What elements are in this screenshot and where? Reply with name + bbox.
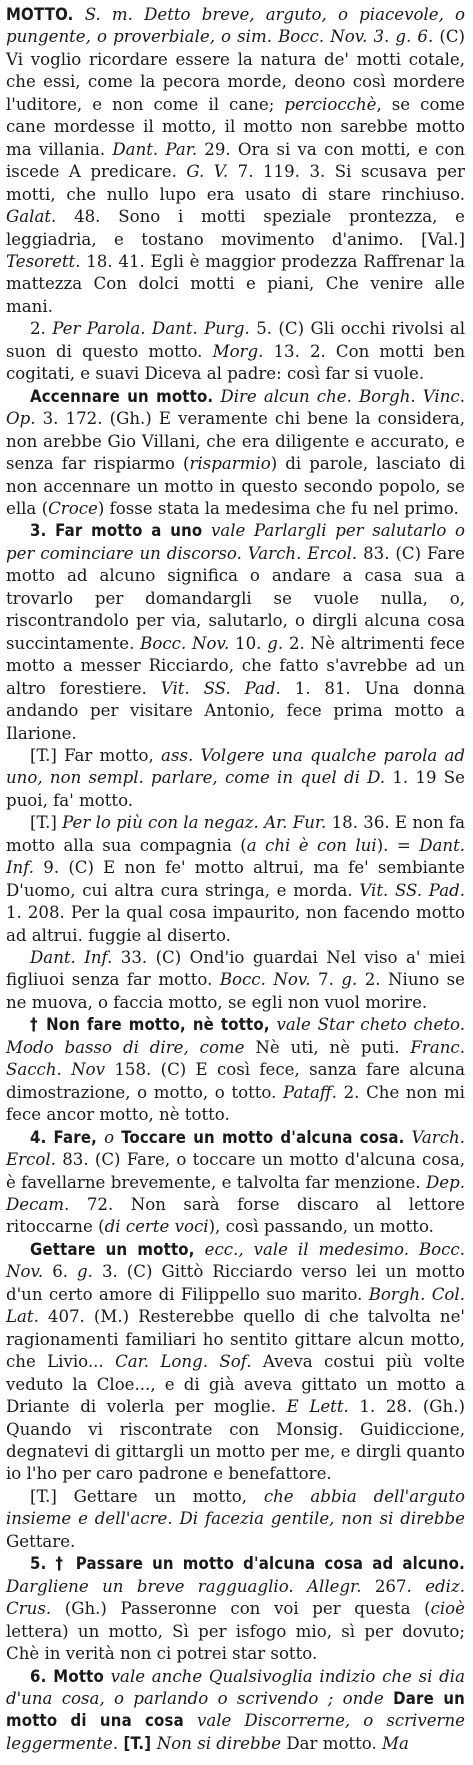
body-text: 407. (M.) Resterebbe quello di che talvolta ne' ragionamenti familiari ho sentito gittare alcun motto, che Livio...	[6, 1307, 465, 1372]
headword-text: Accennare un motto.	[30, 386, 214, 406]
italic-text: Dargliene un breve ragguaglio. Allegr.	[6, 1576, 362, 1596]
italic-text: Galat.	[6, 207, 57, 227]
body-text: 83. (C) Fare, o toccare un motto d'alcuna cosa, è favellarne brevemente, e talvolta far menzione.	[6, 1150, 465, 1192]
body-text: 2. Che non mi fece ancor motto, nè totto.	[6, 1082, 465, 1125]
body-text: 7.	[310, 970, 342, 990]
italic-text: di certe voci	[104, 1217, 209, 1237]
body-text: 83. (C) Fare motto ad alcuno significa o andare a casa sua a trovarlo per domandargli se vuole nulla, o, riscontrandolo per via, salutarlo, o dirgli alcuna cosa succintamente.	[6, 543, 465, 653]
italic-text: S. m. Detto breve, arguto, o piacevole, o pungente, o proverbiale, o sim. Bocc. Nov. 3. g. 6.	[6, 5, 466, 47]
body-text	[74, 5, 85, 24]
body-text: Dar motto.	[281, 1733, 383, 1753]
italic-text: Dant. Inf.	[30, 948, 113, 968]
body-text: 29. Ora si va con motti, e con iscede A predicare.	[6, 139, 465, 182]
body-text: 48. Sono i motti speziale prontezza, e leggiadria, e tostano movimento d'animo. [Val.]	[6, 207, 465, 249]
italic-text: Dant. Inf.	[6, 835, 466, 878]
body-text	[244, 1240, 254, 1259]
body-text: ) fosse stata la medesima che fu nel primo.	[97, 498, 459, 518]
italic-text: vale anche Qualsivoglia indizio che si dia d'una cosa, o parlando o scrivendo ; onde	[6, 1666, 465, 1708]
italic-text: Bocc. Nov.	[140, 633, 230, 653]
italic-text: Pataff.	[283, 1082, 337, 1102]
italic-text: Car. Long. Sof.	[115, 1352, 252, 1372]
body-text: 18. 36. E non fa motto alla sua compagnia (	[6, 813, 465, 855]
italic-text: Vit. SS. Pad.	[359, 880, 466, 900]
body-text: 33. (C) Ond'io guardai Nel viso a' miei figliuoi senza far motto.	[6, 948, 465, 990]
italic-text: perciocchè	[284, 94, 377, 114]
body-text: 1. 19 Se puoi, fa' motto.	[6, 768, 465, 810]
headword-text: Toccare un motto d'alcuna cosa.	[114, 1127, 405, 1147]
italic-text: vale Parlargli per salutarlo o per cominciare un discorso. Varch. Ercol.	[6, 521, 465, 563]
body-text: (Gh.) Passeronne con voi per questa (	[51, 1599, 431, 1619]
headword-text: Dare un motto di una cosa	[6, 1688, 465, 1731]
italic-text: vale Star cheto cheto. Modo basso di dire, come	[6, 1015, 465, 1057]
body-text: 72. Non sarà forse discaro al lettore ritoccarne (	[6, 1195, 465, 1237]
entry-paragraph-p7	[6, 947, 465, 1014]
italic-text: G. V.	[186, 162, 229, 182]
entry-paragraph-p2	[6, 318, 465, 385]
entry-paragraph-p1	[6, 4, 465, 318]
body-text: 158. (C) E così fece, sanza fare alcuna dimostrazione, o motto, o totto.	[6, 1060, 466, 1102]
italic-text: g.	[341, 970, 358, 990]
body-text: ), così passando, un motto.	[208, 1217, 434, 1237]
headword-text: [T.]	[118, 1733, 157, 1753]
body-text: 2. Nè altrimenti fece motto a messer Ricciardo, che fatto s'avrebbe ad un altro forestiere.	[6, 633, 465, 698]
body-text: (C) Vi voglio ricordare essere la natura de' motti cotale, che essi, come la pecora morde, deono così mordere l'uditore, e non come il cane;	[6, 27, 465, 114]
body-text: 2.	[30, 319, 53, 339]
headword-text: MOTTO.	[6, 5, 74, 24]
headword-text: 4. Fare,	[30, 1127, 105, 1147]
body-text: [T.] Gettare un motto,	[30, 1486, 264, 1506]
entry-paragraph-p10	[6, 1239, 465, 1486]
body-text: lettera) un motto, Sì per isfogo mio, sì per dovuto; Chè in verità non ci potrei star sotto.	[6, 1621, 465, 1664]
body-text: 9. (C) E non fe' motto altrui, ma fe' sembiante D'uomo, cui altra cura stringa, e morda.	[6, 858, 465, 900]
italic-text: cioè	[430, 1599, 465, 1619]
italic-text: Vit. SS. Pad.	[160, 678, 281, 698]
italic-text: Per lo più con la negaz. Ar. Fur.	[62, 813, 327, 833]
italic-text: vale Discorrerne, o scriverne leggermente.	[6, 1711, 466, 1753]
italic-text: Bocc. Nov.	[219, 970, 311, 990]
body-text: Gettare.	[6, 1531, 76, 1551]
headword-text: 5. † Passare un motto d'alcuna cosa ad alcuno.	[30, 1554, 465, 1574]
italic-text: risparmio	[189, 454, 271, 474]
entry-paragraph-p5	[6, 745, 465, 812]
body-text: 1. 208. Per la qual cosa impaurito, non facendo motto ad altrui. fuggie al diserto.	[6, 903, 465, 945]
italic-text: Croce	[48, 498, 98, 518]
entry-paragraph-p9	[6, 1127, 465, 1239]
entry-paragraph-p8	[6, 1014, 465, 1126]
body-text: [T.] Far motto,	[30, 745, 162, 765]
body-text: Nè uti, nè puti.	[244, 1037, 411, 1057]
italic-text: vale il medesimo. Bocc. Nov.	[6, 1239, 465, 1282]
italic-text: Franc. Sacch. Nov	[6, 1037, 465, 1080]
italic-text: a chi è con lui	[246, 835, 377, 855]
body-text: 1. 28. (Gh.) Quando vi riscontrate con Monsig. Guidiccione, degnatevi di gittargli un motto per me, e dirgli quanto io l'ho per caro padrone e benefattore.	[6, 1397, 465, 1484]
italic-text: g.	[267, 633, 284, 653]
body-text: 6.	[43, 1262, 78, 1282]
body-text: ) di parole, lasciato di non accennare un motto in questo secondo popolo, se ella (	[6, 454, 465, 518]
body-text: 267.	[361, 1576, 426, 1596]
headword-text: † Non fare motto, nè totto,	[30, 1015, 270, 1035]
body-text: 1. 81. Una donna andando per visitare Antonio, fece prima motto a Ilarione.	[6, 678, 466, 743]
italic-text: Varch. Ercol.	[6, 1127, 465, 1170]
entry-paragraph-p6	[6, 812, 465, 947]
entry-paragraph-p11	[6, 1486, 465, 1553]
italic-text: Per Parola. Dant. Purg.	[52, 319, 250, 339]
italic-text: Non si direbbe	[156, 1733, 282, 1753]
body-text: ). =	[376, 835, 420, 855]
italic-text: ediz. Crus.	[6, 1576, 465, 1619]
headword-text: 3. Far motto a uno	[30, 521, 203, 541]
body-text: 18. 41. Egli è maggior prodezza Raffrenar la mattezza Con dolci motti e piani, Che venire alle mani.	[6, 251, 465, 316]
italic-text: Dire alcun che. Borgh. Vinc. Op.	[6, 386, 465, 429]
italic-text: o	[104, 1127, 115, 1147]
body-text: 10.	[229, 633, 268, 653]
italic-text: Dep. Decam.	[6, 1172, 465, 1215]
body-text: [T.]	[30, 813, 63, 833]
entry-paragraph-p4	[6, 520, 465, 745]
body-text: 7. 119. 3. Si scusava per motti, che nullo lupo era usato di stare rinchiuso.	[6, 162, 465, 204]
dictionary-entry-motto	[6, 4, 465, 1755]
italic-text: g.	[77, 1262, 93, 1282]
italic-text: ecc.,	[204, 1239, 244, 1259]
entry-paragraph-p13	[6, 1666, 465, 1756]
body-text: 3. (C) Gittò Ricciardo verso lei un motto d'un certo amore di Filippello suo marito.	[6, 1262, 465, 1304]
body-text: 13. 2. Con motti ben cogitati, e suavi Diceva al padre: così far si vuole.	[6, 341, 466, 384]
body-text: Aveva costui più volte veduto la Cloe..., e di già aveva gittato un motto a Driante di volerla per moglie.	[6, 1352, 465, 1417]
italic-text: Ma	[382, 1733, 409, 1753]
italic-text: ass. Volgere una qualche parola ad uno, non sempl. parlare, come in quel di D.	[6, 745, 465, 788]
italic-text: E Lett.	[286, 1397, 349, 1417]
headword-text: 6. Motto	[30, 1666, 104, 1686]
italic-text: che abbia dell'arguto insieme e dell'acre. Di facezia gentile, non si direbbe	[6, 1486, 465, 1529]
body-text: , se come cane mordesse il motto, il motto non sarebbe motto ma villania.	[6, 94, 465, 159]
italic-text: Tesorett.	[6, 251, 81, 271]
entry-paragraph-p3	[6, 386, 465, 521]
body-text: 5. (C) Gli occhi rivolsi al suon di questo motto.	[6, 319, 466, 361]
italic-text: Borgh. Col. Lat.	[6, 1284, 465, 1327]
italic-text: Dant. Par.	[112, 139, 198, 159]
body-text: 3. 172. (Gh.) E veramente chi bene la considera, non arebbe Gio Villani, che era diligente e accurato, e senza far rispiarmo (	[6, 409, 465, 474]
body-text: 2. Niuno se ne muova, o faccia motto, se egli non vuol morire.	[6, 970, 465, 1012]
entry-paragraph-p12	[6, 1553, 465, 1665]
italic-text: Morg.	[212, 341, 264, 361]
headword-text: Gettare un motto,	[30, 1239, 205, 1259]
